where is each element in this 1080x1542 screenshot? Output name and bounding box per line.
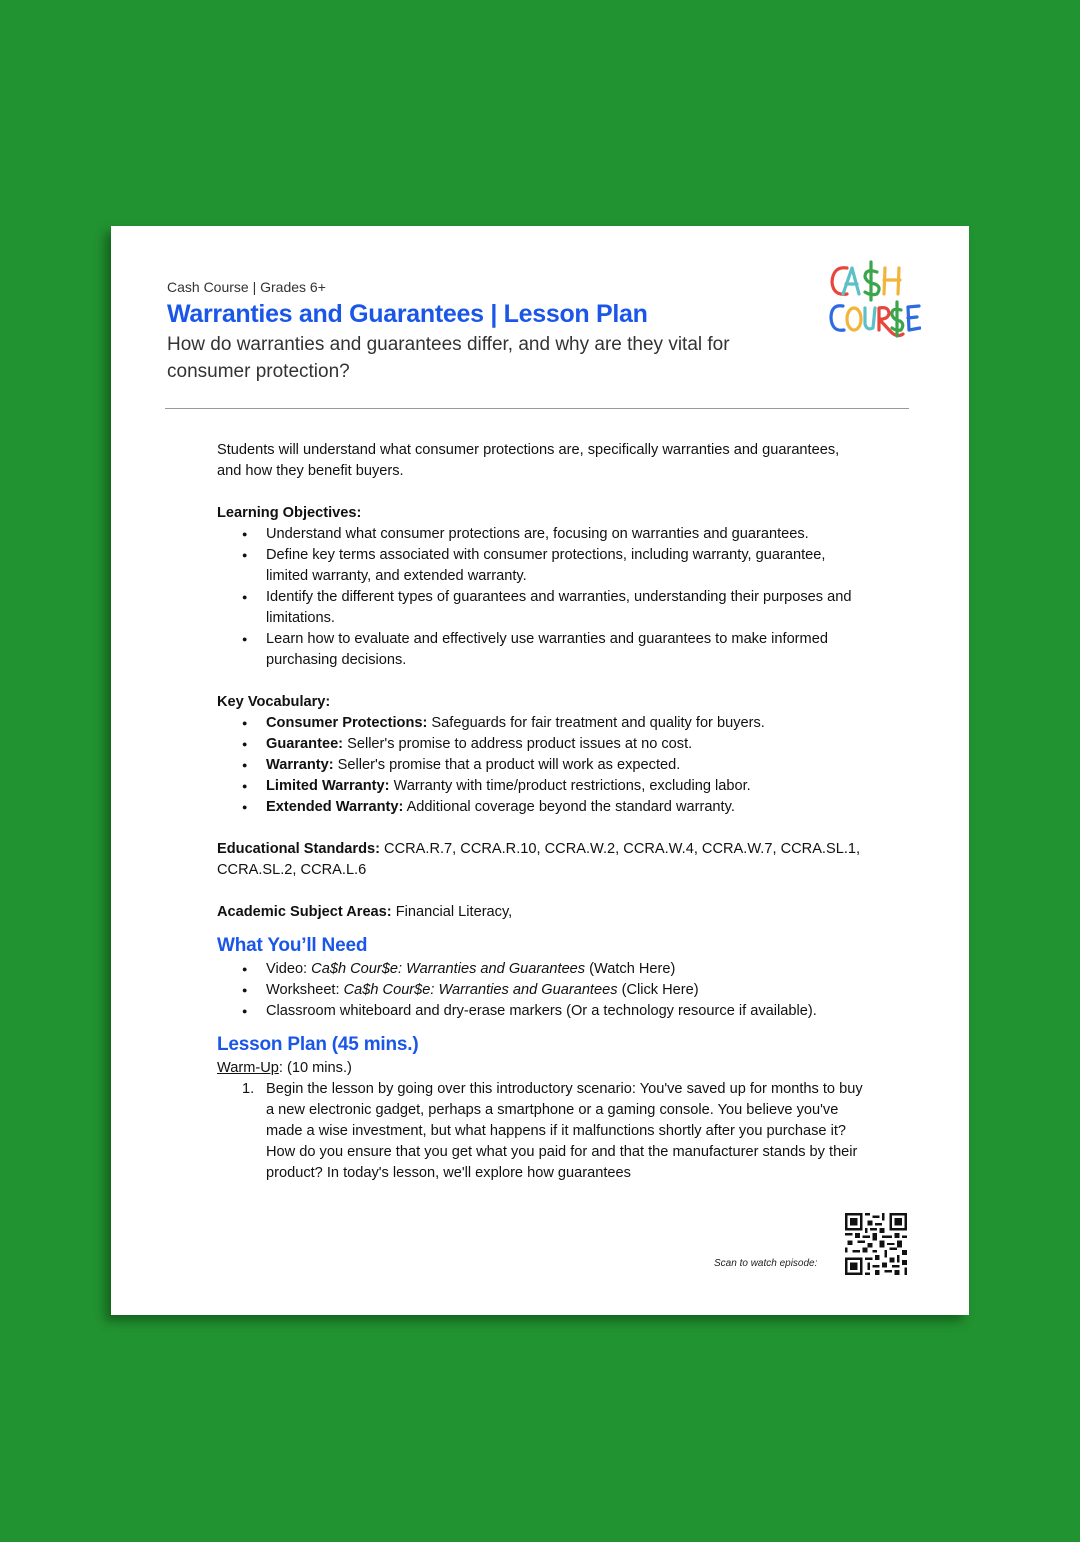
what-youll-need-heading: What You’ll Need [217, 935, 368, 956]
standards-value: CCRA.R.7, CCRA.R.10, CCRA.W.2, CCRA.W.4, CCRA.W.7, CCRA.SL.1, CCRA.SL.2, CCRA.L.6 [217, 841, 861, 878]
vocab-item [266, 797, 867, 818]
learning-objectives-label: Learning Objectives: [217, 505, 362, 521]
vocab-item [266, 713, 867, 734]
vocab-definition: Additional coverage beyond the standard warranty. [403, 799, 735, 815]
warmup-steps [217, 1079, 867, 1184]
vocab-item [266, 734, 867, 755]
subject-areas-value: Financial Literacy, [391, 904, 513, 920]
vocab-term: Warranty: [266, 757, 334, 773]
step-number: 1. [242, 1081, 255, 1097]
key-vocabulary-list [217, 713, 867, 818]
list-item: ● Define key terms associated with consumer protections, including warranty, guarantee, limited warranty, and extended warranty. [266, 545, 867, 587]
standards-label: Educational Standards: [217, 841, 380, 857]
vocab-definition: Safeguards for fair treatment and quality for buyers. [427, 715, 765, 731]
intro-paragraph: Students will understand what consumer protections are, specifically warranties and guarantees, and how they benefit buyers. [217, 442, 840, 479]
warmup-line [217, 1058, 867, 1079]
scan-caption: Scan to watch episode: [714, 1258, 818, 1269]
video-item [266, 959, 867, 980]
vocab-item [266, 776, 867, 797]
vocab-term: Limited Warranty: [266, 778, 390, 794]
lesson-plan-page [111, 226, 969, 1315]
page-title: Warranties and Guarantees | Lesson Plan [167, 300, 648, 328]
vocab-definition: Seller's promise that a product will work as expected. [333, 757, 681, 773]
academic-subject-areas [217, 902, 867, 923]
subtitle: How do warranties and guarantees differ, and why are they vital for consumer protection? [167, 334, 730, 382]
subject-areas-label: Academic Subject Areas: [217, 904, 392, 920]
worksheet-item [266, 980, 867, 1001]
step-text: Begin the lesson by going over this introductory scenario: You've saved up for months to buy a new electronic gadget, perhaps a smartphone or a gaming console. You believe you've made a wise investment, but what happens if it malfunctions shortly after you purchase it? How do you ensure that you get what you paid for and that the manufacturer stands by their product? In today's lesson, we'll explore how guarantees [266, 1081, 863, 1181]
kicker: Cash Course | Grades 6+ [167, 279, 326, 295]
list-item: ● Identify the different types of guarantees and warranties, understanding their purposes and limitations. [266, 587, 867, 629]
vocab-definition: Warranty with time/product restrictions, excluding labor. [389, 778, 751, 794]
vocab-term: Extended Warranty: [266, 799, 404, 815]
watch-here-link[interactable]: (Watch Here) [585, 961, 676, 977]
step-item [242, 1079, 867, 1184]
video-title: Ca$h Cour$e: Warranties and Guarantees [311, 961, 586, 977]
document-header [167, 278, 767, 385]
worksheet-title: Ca$h Cour$e: Warranties and Guarantees [343, 982, 618, 998]
vocab-term: Consumer Protections: [266, 715, 428, 731]
list-item: ● Learn how to evaluate and effectively use warranties and guarantees to make informed purchasing decisions. [266, 629, 867, 671]
warmup-time: : (10 mins.) [278, 1060, 352, 1076]
vocab-term: Guarantee: [266, 736, 344, 752]
header-divider [165, 408, 909, 409]
video-prefix: Video: [266, 961, 312, 977]
vocab-item [266, 755, 867, 776]
worksheet-prefix: Worksheet: [266, 982, 344, 998]
materials-list [217, 959, 867, 1022]
materials-item: ● Classroom whiteboard and dry-erase markers (Or a technology resource if available). [266, 1001, 867, 1022]
lesson-plan-heading: Lesson Plan (45 mins.) [217, 1034, 419, 1055]
educational-standards [217, 839, 867, 881]
learning-objectives-list [217, 524, 867, 671]
click-here-link[interactable]: (Click Here) [617, 982, 699, 998]
cash-course-logo-icon [827, 258, 921, 342]
key-vocabulary-label: Key Vocabulary: [217, 694, 331, 710]
warmup-label: Warm-Up [217, 1060, 279, 1076]
document-body [217, 440, 867, 1184]
qr-code-icon[interactable] [845, 1213, 907, 1275]
vocab-definition: Seller's promise to address product issues at no cost. [343, 736, 693, 752]
list-item: ● Understand what consumer protections are, focusing on warranties and guarantees. [266, 524, 867, 545]
